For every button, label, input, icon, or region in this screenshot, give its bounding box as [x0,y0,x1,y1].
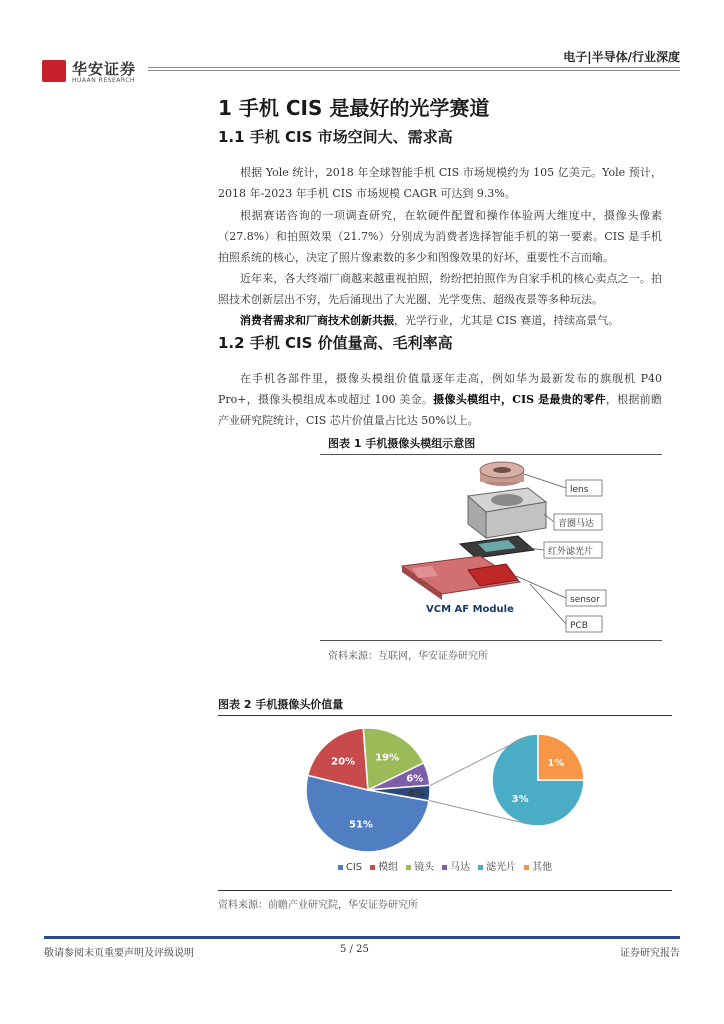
lens-part [480,462,524,486]
figure1-bottom-rule [320,640,662,641]
footer-rule [44,936,680,939]
bold-phrase: 消费者需求和厂商技术创新共振 [240,314,394,327]
vcm-part [468,488,546,538]
legend-item [406,858,434,873]
subsection-title-1-1: 1.1 手机 CIS 市场空间大、需求高 [218,128,453,146]
legend-label: 模组 [378,862,399,873]
breakout-slice-其他 [538,734,584,780]
label-pcb: PCB [570,621,588,631]
legend-swatch [478,865,483,870]
legend-swatch [442,865,447,870]
legend-item [442,858,470,873]
legend-swatch [406,865,411,870]
figure1-source: 资料来源：互联网，华安证券研究所 [328,651,488,662]
header-divider [148,67,680,68]
legend-swatch [370,865,375,870]
pie-chart [218,720,672,860]
chart-legend [218,858,672,873]
figure1-caption: 图表 1 手机摄像头模组示意图 [328,437,476,450]
legend-swatch [524,865,529,870]
legend-item [478,858,516,873]
header-divider-2 [148,70,680,71]
pie-label-模组: 20% [331,756,356,768]
pie-label-滤光片: 4% [407,788,425,800]
legend-label: 马达 [450,862,471,873]
breakout-label-其他: 1% [547,758,565,770]
figure2-top-rule [218,715,672,716]
pie-label-CIS: 51% [349,819,373,831]
label-lens: lens [570,485,589,495]
ir-filter-part [460,536,534,558]
footer-report-type: 证券研究报告 [620,948,680,959]
figure2-caption: 图表 2 手机摄像头价值量 [218,698,344,711]
paragraph-4 [218,310,662,331]
legend-label: 镜头 [414,862,435,873]
legend-item [370,858,398,873]
breakout-pie [492,734,584,826]
bold-phrase-2: 摄像头模组中，CIS 是最贵的零件 [433,393,606,406]
paragraph-3: 近年来，各大终端厂商越来越重视拍照，纷纷把拍照作为自家手机的核心卖点之一。拍照技术创新层出不穷，先后涌现出了大光圈、光学变焦、超级夜景等多种玩法。 [218,272,662,306]
legend-item [338,862,362,873]
logo-name: 华安证券 [72,60,137,78]
paragraph-4-rest: ，光学行业，尤其是 CIS 赛道，持续高景气。 [394,314,620,327]
paragraph-5 [218,368,662,431]
report-category: 电子|半导体/行业深度 [563,50,680,64]
label-ir-filter: 红外滤光片 [548,547,594,557]
paragraph-2: 根据赛诺咨询的一项调查研究，在软硬件配置和操作体验两大维度中，摄像头像素（27.8%）和拍照效果（21.7%）分别成为消费者选择智能手机的第一要素。CIS 是手机拍照系统的核心，决定了照片像素数的多少和图像效果的好坏，重要性不言而喻。 [218,209,662,264]
company-logo-icon [42,60,66,82]
section-title: 1 手机 CIS 是最好的光学赛道 [218,96,490,120]
label-vcm: 音圈马达 [558,519,595,529]
camera-module-diagram [320,458,662,638]
label-sensor: sensor [570,595,600,605]
main-pie [306,728,430,852]
module-label: VCM AF Module [426,604,514,615]
logo-subtitle: HUAAN RESEARCH [72,77,135,84]
figure1-top-rule [320,454,662,455]
legend-item [524,858,552,873]
paragraph-1: 根据 Yole 统计，2018 年全球智能手机 CIS 市场规模约为 105 亿美元。Yole 预计，2018 年-2023 年手机 CIS 市场规模 CAGR 可达到 9.3%。 [218,166,662,200]
figure2-source: 资料来源：前瞻产业研究院，华安证券研究所 [218,900,418,911]
page-number: 5 / 25 [340,944,369,955]
legend-label: 其他 [532,862,553,873]
breakout-label-滤光片: 3% [511,793,529,805]
paragraph-5-b: ，根据前瞻产业研究院统计，CIS 芯片价值量占比达 50%以上。 [218,393,662,427]
subsection-title-1-2: 1.2 手机 CIS 价值量高、毛利率高 [218,334,453,352]
pie-label-镜头: 19% [375,752,400,764]
legend-label: CIS [345,862,363,873]
footer-disclaimer: 敬请参阅末页重要声明及评级说明 [44,948,194,959]
pie-label-马达: 6% [406,773,424,785]
figure2-bottom-rule [218,890,672,891]
sensor-pcb-part [402,556,520,600]
legend-label: 滤光片 [486,862,517,873]
paragraph-5-a: 在手机各部件里，摄像头模组价值量逐年走高，例如华为最新发布的旗舰机 P40 Pro+，摄像头模组成本或超过 100 美金。 [218,372,662,406]
legend-swatch [338,865,343,870]
